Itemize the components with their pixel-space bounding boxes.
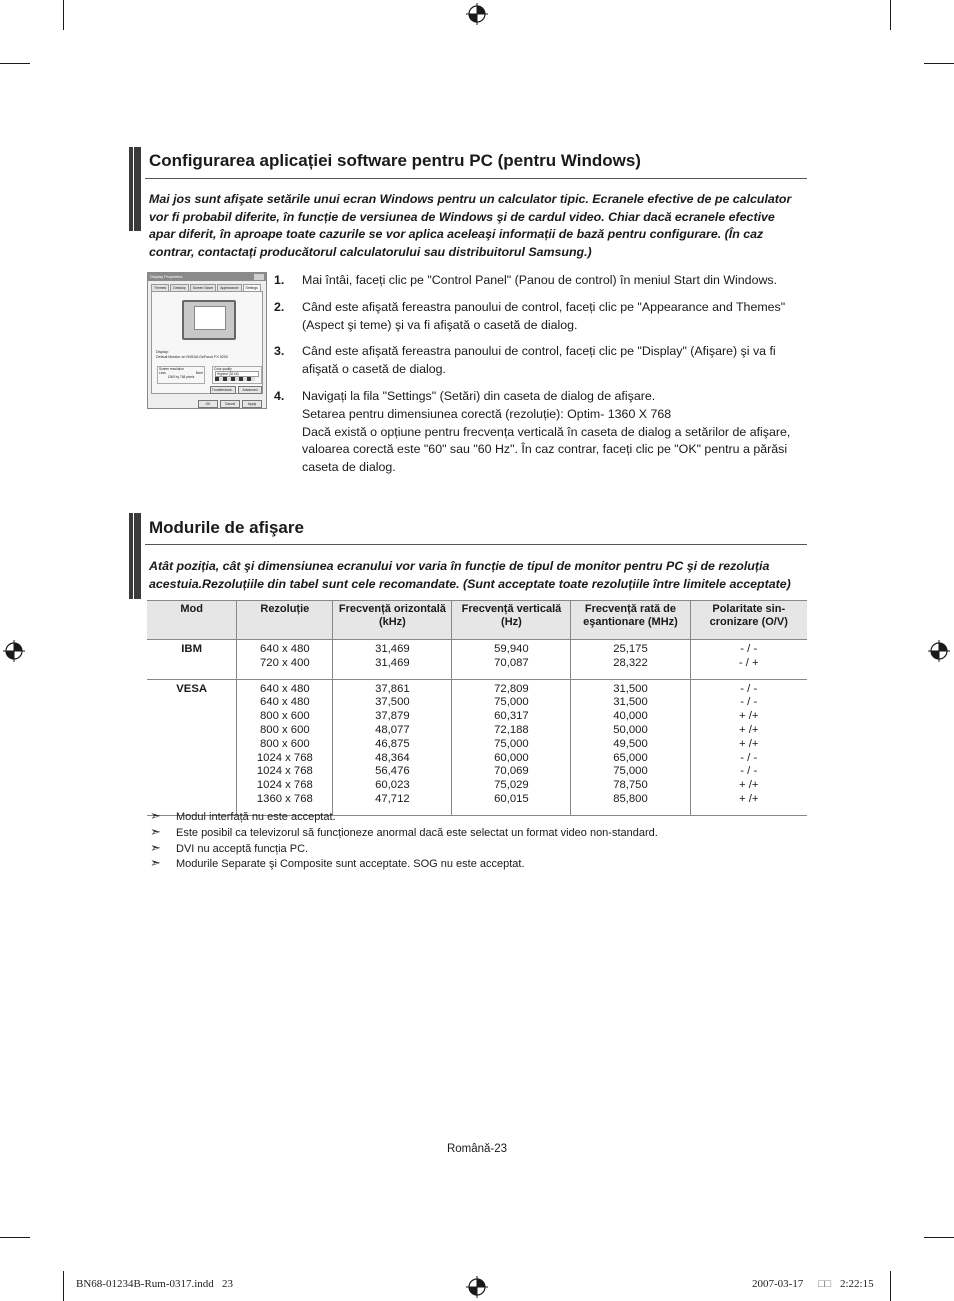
col-header-resolution: Rezoluție <box>237 601 333 640</box>
more-label: More <box>195 371 203 375</box>
monitor-icon <box>182 300 236 340</box>
note-item: ➣ Modurile Separate şi Composite sunt acceptate. SOG nu este acceptat. <box>150 855 525 871</box>
section-bar <box>129 147 141 231</box>
display-value: Default Monitor on NVIDIA GeForce FX 5200 <box>156 355 228 359</box>
section-intro: Mai jos sunt afişate setările unui ecran Windows pentru un calculator tipic. Ecranele efective de pe calculator vor fi probabil diferite, în funcție de versiunea de Windows şi de cardul video. Chiar dacă ecranele efective apar diferit, în aproape toate cazurile se vor aplica aceleaşi informații de bază pentru configurare. (În caz contrar, contactați producătorul calculatorului sau distribuitorul Samsung.) <box>149 192 792 259</box>
pixel-clock-cell: 25,175 28,322 <box>571 640 690 680</box>
dialog-titlebar <box>148 273 266 281</box>
tab-appearance[interactable]: Appearance <box>217 284 241 291</box>
tab-themes[interactable]: Themes <box>151 284 169 291</box>
polarity-cell: - / - - / - + /+ + /+ + /+ - / - - / - + /+ + /+ <box>690 679 807 815</box>
slug-time: 2:22:15 <box>840 1278 874 1290</box>
page-number: Română-23 <box>446 1143 508 1155</box>
color-label: Color quality <box>214 367 232 371</box>
h-freq-cell: 31,469 31,469 <box>333 640 452 680</box>
section-rule <box>145 178 807 179</box>
dialog-title: Display Properties <box>150 274 183 279</box>
display-info <box>156 350 256 360</box>
window-buttons <box>254 274 264 280</box>
notes-list <box>150 810 658 873</box>
resolution-cell: 640 x 480 640 x 480 800 x 600 800 x 600 800 x 600 1024 x 768 1024 x 768 1024 x 768 1360 x 768 <box>237 679 333 815</box>
section-bar <box>129 513 141 599</box>
table-row <box>147 679 807 815</box>
resolution-slider[interactable] <box>157 366 205 384</box>
tab-settings[interactable]: Settings <box>243 284 261 291</box>
crop-mark <box>0 1237 30 1238</box>
pixel-clock-cell: 31,500 31,500 40,000 50,000 49,500 65,000 75,000 78,750 85,800 <box>571 679 690 815</box>
slug-file: BN68-01234B-Rum-0317.indd 23 <box>76 1278 234 1290</box>
apply-button[interactable]: Apply <box>242 400 262 408</box>
tab-screen-saver[interactable]: Screen Saver <box>190 284 217 291</box>
step-item: 2. Când este afişată fereastra panoului de control, faceți clic pe "Appearance and Themes" (Aspect şi teme) şi va fi afişată o casetă de dialog. <box>274 299 786 332</box>
steps-list <box>274 272 814 486</box>
resolution-cell: 640 x 480 720 x 400 <box>237 640 333 680</box>
color-quality[interactable] <box>212 366 262 384</box>
crop-mark <box>63 1271 64 1301</box>
col-header-mode: Mod <box>147 601 237 640</box>
crop-mark <box>890 1271 891 1301</box>
color-select[interactable]: Highest (32 bit) <box>215 371 259 377</box>
col-header-v-freq: Frecvență verticală (Hz) <box>452 601 571 640</box>
arrow-right-icon: ➣ <box>150 855 161 871</box>
display-label: Display: <box>156 350 169 354</box>
slug-time-marks: □□ <box>818 1278 832 1290</box>
v-freq-cell: 72,809 75,000 60,317 72,188 75,000 60,000 70,069 75,029 60,015 <box>452 679 571 815</box>
step-item: 4. Navigați la fila "Settings" (Setări) din caseta de dialog de afişare. Setarea pentru dimensiunea corectă (rezoluție): Optim- 1360 X 768 Dacă există o opțiune pentru frecvența verticală în caseta de dialog a setărilor de afişare, valoarea corectă este "60" sau "60 Hz". În caz contrar, faceți clic pe "OK" pentru a părăsi caseta de dialog. <box>274 388 791 475</box>
table-row <box>147 640 807 680</box>
tab-desktop[interactable]: Desktop <box>170 284 188 291</box>
note-item: ➣ Modul interfață nu este acceptat. <box>150 808 336 823</box>
cancel-button[interactable]: Cancel <box>220 400 240 408</box>
mode-cell: VESA <box>147 679 237 815</box>
mode-cell: IBM <box>147 640 237 680</box>
color-bar <box>215 377 255 381</box>
table-header-row <box>147 601 807 640</box>
polarity-cell: - / - - / + <box>690 640 807 680</box>
crop-mark <box>63 0 64 30</box>
section-rule <box>145 544 807 545</box>
crop-mark <box>0 63 30 64</box>
window-preview <box>194 306 226 330</box>
less-label: Less <box>159 371 166 375</box>
settings-panel <box>151 291 263 394</box>
v-freq-cell: 59,940 70,087 <box>452 640 571 680</box>
display-properties-dialog <box>147 272 267 409</box>
crop-mark <box>890 0 891 30</box>
registration-mark-icon <box>466 1276 488 1298</box>
registration-mark-icon <box>466 3 488 25</box>
ok-button[interactable]: OK <box>198 400 218 408</box>
section-intro: Atât poziția, cât şi dimensiunea ecranului vor varia în funcție de tipul de monitor pentru PC şi de rezoluția acestuia.Rezoluțiile din tabel sunt cele recomandate. (Sunt acceptate toate rezoluțiile între limitele acceptate) <box>149 559 791 591</box>
col-header-polarity: Polaritate sin- cronizare (O/V) <box>690 601 807 640</box>
slug-date: 2007-03-17 <box>752 1278 804 1290</box>
res-value: 1360 by 768 pixels <box>167 375 195 379</box>
arrow-right-icon: ➣ <box>150 823 161 839</box>
dialog-tabs <box>151 284 263 291</box>
crop-mark <box>924 63 954 64</box>
col-header-h-freq: Frecvență orizontală (kHz) <box>333 601 452 640</box>
troubleshoot-button[interactable]: Troubleshoot... <box>211 388 235 392</box>
crop-mark <box>924 1237 954 1238</box>
arrow-right-icon: ➣ <box>150 808 161 823</box>
arrow-right-icon: ➣ <box>150 839 161 855</box>
note-item: ➣ Este posibil ca televizorul să funcționeze anormal dacă este selectat un format video non-standard. <box>150 823 658 839</box>
col-header-pixel-clock: Frecvență rată de eşantionare (MHz) <box>571 601 690 640</box>
display-modes-table <box>147 600 807 816</box>
h-freq-cell: 37,861 37,500 37,879 48,077 46,875 48,364 56,476 60,023 47,712 <box>333 679 452 815</box>
section-title-pc-software: Configurarea aplicației software pentru PC (pentru Windows) <box>149 151 641 170</box>
step-item: 1. Mai întâi, faceți clic pe "Control Panel" (Panou de control) în meniul Start din Windows. <box>274 273 778 287</box>
step-item: 3. Când este afişată fereastra panoului de control, faceți clic pe "Display" (Afişare) şi va fi afişată o casetă de dialog. <box>274 344 776 377</box>
registration-mark-icon <box>928 640 950 662</box>
section-title-display-modes: Modurile de afişare <box>149 518 304 537</box>
note-item: ➣ DVI nu acceptă funcția PC. <box>150 839 309 855</box>
advanced-button[interactable]: Advanced <box>238 386 262 394</box>
registration-mark-icon <box>3 640 25 662</box>
screen-res-label: Screen resolution <box>159 367 184 371</box>
